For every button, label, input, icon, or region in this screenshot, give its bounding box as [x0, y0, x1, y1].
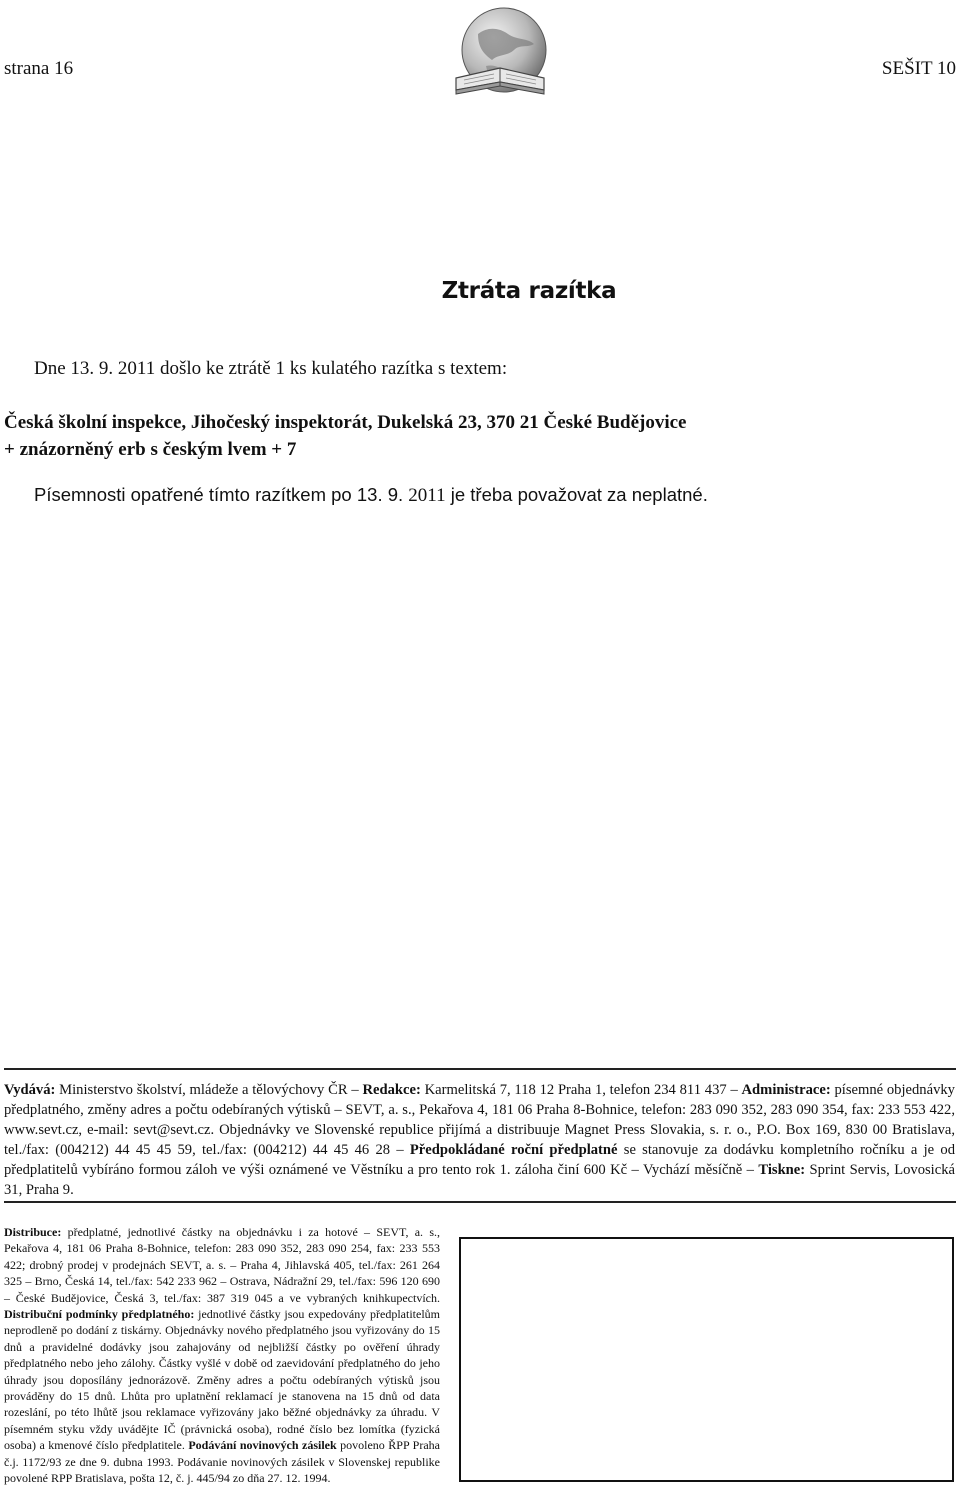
- stamp-text-line-2: + znázorněný erb s českým lvem + 7: [4, 439, 297, 460]
- notice-part-b: je třeba považovat za neplatné.: [450, 484, 708, 505]
- globe-book-logo-icon: [438, 4, 562, 108]
- invalidity-notice: [34, 484, 708, 507]
- conditions-text: jednotlivé částky jsou expedovány předplatitelům neprodleně po dodání z tiskárny. Objednávky nového předplatného jsou vyřizovány do 15 dnů a pravidelné dodávky jsou zahajovány od nejbližší částky po ověření úhrady předplatného nebo jeho zálohy. Částky vyšlé v době od zaevidování předplatného do jeho úhrady jsou doposílány jednorázově. Změny adres a počtu odebíraných výtisků jsou prováděny do 15 dnů. Lhůta pro uplatnění reklamací je stanovena na 15 dnů od data rozeslání, po této lhůtě jsou reklamace vyřizovány jako běžné objednávky za úhradu. V písemném styku vždy uvádějte IČ (právnická osoba), rodné číslo bez lomítka (fyzická osoba) a kmenové číslo předplatitele.: [4, 1307, 440, 1453]
- notice-part-a: Písemnosti opatřené tímto razítkem po 13. 9.: [34, 484, 404, 505]
- divider-bottom: [4, 1201, 956, 1203]
- stamp-text-line-1: Česká školní inspekce, Jihočeský inspektorát, Dukelská 23, 370 21 České Budějovice: [4, 412, 687, 433]
- conditions-label: Distribuční podmínky předplatného:: [4, 1307, 195, 1322]
- predplatne-label: Předpokládané roční předplatné: [409, 1142, 618, 1158]
- tiskne-label: Tiskne:: [758, 1162, 806, 1178]
- address-box: [459, 1237, 954, 1482]
- redakce-text: Karmelitská 7, 118 12 Praha 1, telefon 234 811 437 –: [420, 1082, 742, 1098]
- admin-label: Administrace:: [741, 1082, 831, 1098]
- podavani-label: Podávání novinových zásilek: [188, 1438, 337, 1453]
- podavani-text: povoleno ŘPP Praha č.j. 1172/93 ze dne 9. dubna 1993. Podávanie novinových zásilek v Slovenskej republike povolené RPP Bratislava, pošta 12, č. j. 445/94 zo dňa 27. 12. 1994.: [4, 1438, 440, 1486]
- distribuce-text: předplatné, jednotlivé částky na objednávku i za hotové – SEVT, a. s., Pekařova 4, 181 06 Praha 8-Bohnice, telefon: 283 090 352, 283 090 254, fax: 233 553 422; drobný prodej v prodejnách SEVT, a. s. – Praha 4, Jihlavská 405, tel./fax: 261 264 325 – Brno, Česká 14, tel./fax: 542 233 962 – Ostrava, Nádražní 29, tel./fax: 596 120 690 – České Budějovice, Česká 3, tel./fax: 387 319 045 a ve vybraných knihkupectvích.: [4, 1225, 440, 1305]
- article-intro: Dne 13. 9. 2011 došlo ke ztrátě 1 ks kulatého razítka s textem:: [34, 358, 508, 379]
- admin-text: písemné objednávky předplatného, změny adres a počtu odebíraných výtisků – SEVT, a. s., Pekařova 4, 181 06 Praha 8-Bohnice, telefon: 283 090 352, 283 090 354, fax: 233 553 422, www.sevt.cz, e-mail: sevt@sevt.cz. Objednávky ve Slovenské republice přijímá a distribuuje Magnet Press Slovakia, s. r. o., P.O. Box 169, 830 00 Bratislava, tel./fax: (004212) 44 45 45 59, tel./fax: (004212) 44 45 46 28 –: [4, 1082, 955, 1158]
- distribution-info: [4, 1224, 440, 1487]
- notice-year: 2011: [408, 485, 446, 506]
- redakce-label: Redakce:: [362, 1082, 421, 1098]
- article-title: Ztráta razítka: [441, 278, 617, 304]
- issue-number: SEŠIT 10: [881, 58, 956, 79]
- divider-top: [4, 1068, 956, 1070]
- vydava-label: Vydává:: [4, 1082, 56, 1098]
- tiskne-text: Sprint Servis, Lovosická 31, Praha 9.: [4, 1162, 955, 1198]
- vydava-text: Ministerstvo školství, mládeže a tělovýchovy ČR –: [55, 1082, 363, 1098]
- publisher-info: [4, 1080, 955, 1200]
- page-number: strana 16: [4, 58, 74, 79]
- stamp-text: [4, 409, 686, 463]
- predplatne-text: se stanovuje za dodávku kompletního ročníku a je od předplatitelů vybíráno formou záloh ve výši oznámené ve Věstníku a pro tento rok 1. záloha činí 600 Kč – Vychází měsíčně –: [4, 1142, 955, 1178]
- distribuce-label: Distribuce:: [4, 1225, 62, 1239]
